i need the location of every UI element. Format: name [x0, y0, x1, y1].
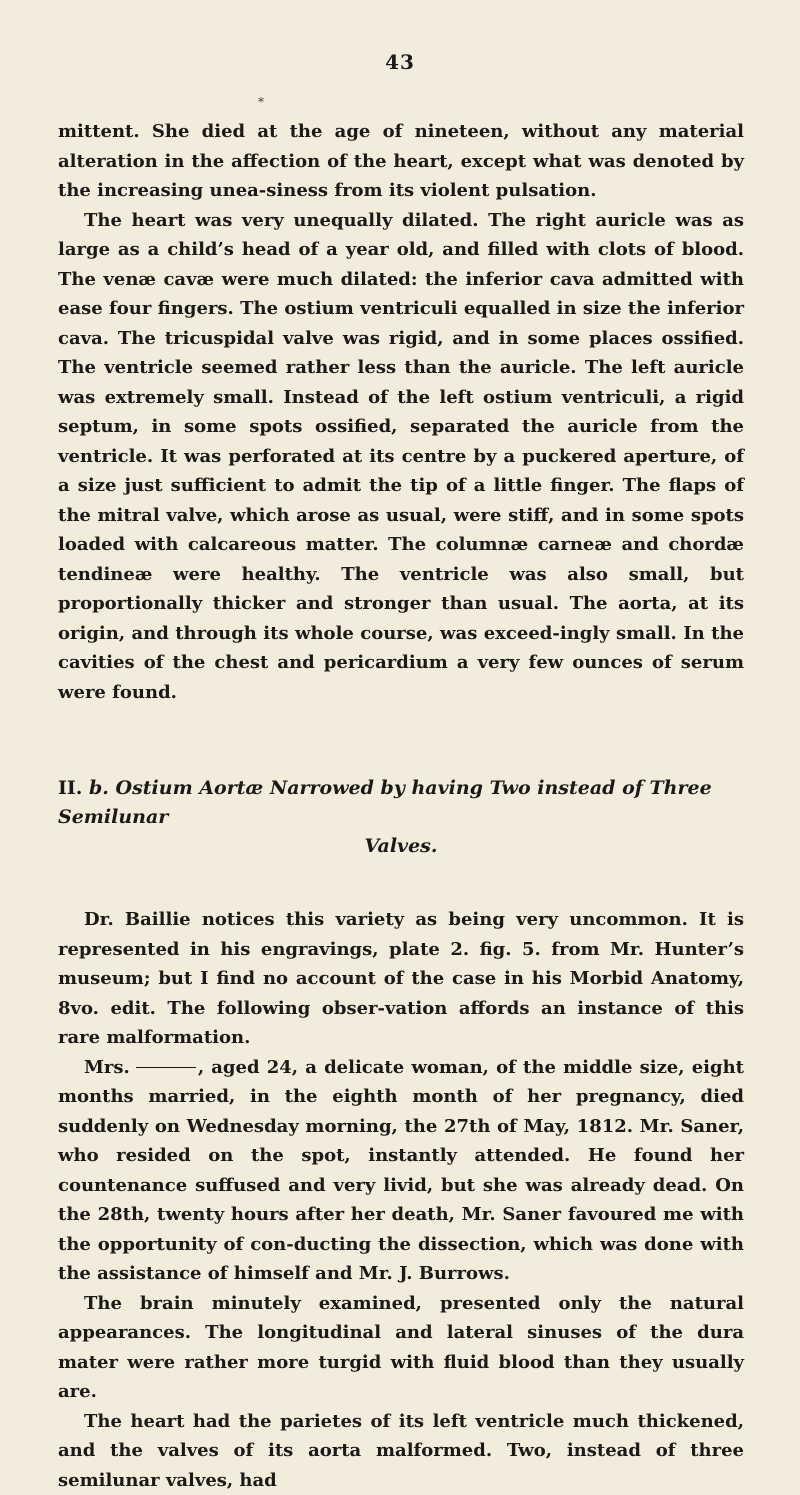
paragraph-heart-malformed: The heart had the parietes of its left ventricle much thickened, and the valves of its aorta malformed. Two, instead of three semilunar valves, had: [58, 1407, 744, 1495]
section-heading-line1: [58, 774, 744, 832]
body-text: [58, 117, 744, 1495]
case-prefix: Mrs.: [84, 1057, 130, 1078]
paragraph-continued: mittent. She died at the age of nineteen, without any material alteration in the affection of the heart, except what was denoted by the increasing unea-siness from its violent pulsation.: [58, 117, 744, 206]
redacted-name-dash: [136, 1067, 196, 1068]
section-title-line1: b. Ostium Aortæ Narrowed by having Two instead of Three Semilunar: [58, 777, 712, 828]
page-number: 43: [0, 50, 800, 74]
paragraph-case-history: [58, 1053, 744, 1289]
paragraph-heart-description: The heart was very unequally dilated. The right auricle was as large as a child’s head of a year old, and filled with clots of blood. The venæ cavæ were much dilated: the inferior cava admitted with ease four fingers. The ostium ventriculi equalled in size the inferior cava. The tricuspidal valve was rigid, and in some places ossified. The ventricle seemed rather less than the auricle. The left auricle was extremely small. Instead of the left ostium ventriculi, a rigid septum, in some spots ossified, separated the auricle from the ventricle. It was perforated at its centre by a puckered aperture, of a size just sufficient to admit the tip of a little finger. The flaps of the mitral valve, which arose as usual, were stiff, and in some spots loaded with calcareous matter. The columnæ carneæ and chordæ tendineæ were healthy. The ventricle was also small, but proportionally thicker and stronger than usual. The aorta, at its origin, and through its whole course, was exceed-ingly small. In the cavities of the chest and pericardium a very few ounces of serum were found.: [58, 206, 744, 708]
paragraph-brain: The brain minutely examined, presented only the natural appearances. The longitudinal and lateral sinuses of the dura mater were rather more turgid with fluid blood than they usually are.: [58, 1289, 744, 1407]
case-text: , aged 24, a delicate woman, of the middle size, eight months married, in the eighth month of her pregnancy, died suddenly on Wednesday morning, the 27th of May, 1812. Mr. Saner, who resided on the spot, instantly attended. He found her countenance suffused and very livid, but she was already dead. On the 28th, twenty hours after her death, Mr. Saner favoured me with the opportunity of con-ducting the dissection, which was done with the assistance of himself and Mr. J. Burrows.: [58, 1057, 744, 1285]
paragraph-baillie: Dr. Baillie notices this variety as being very uncommon. It is represented in his engravings, plate 2. fig. 5. from Mr. Hunter’s museum; but I find no account of the case in his Morbid Anatomy, 8vo. edit. The following obser-vation affords an instance of this rare malformation.: [58, 905, 744, 1053]
section-title-line2: Valves.: [58, 832, 744, 861]
section-numeral: II.: [58, 777, 82, 799]
stray-ink-mark: *: [258, 95, 264, 109]
section-heading: [58, 774, 744, 861]
